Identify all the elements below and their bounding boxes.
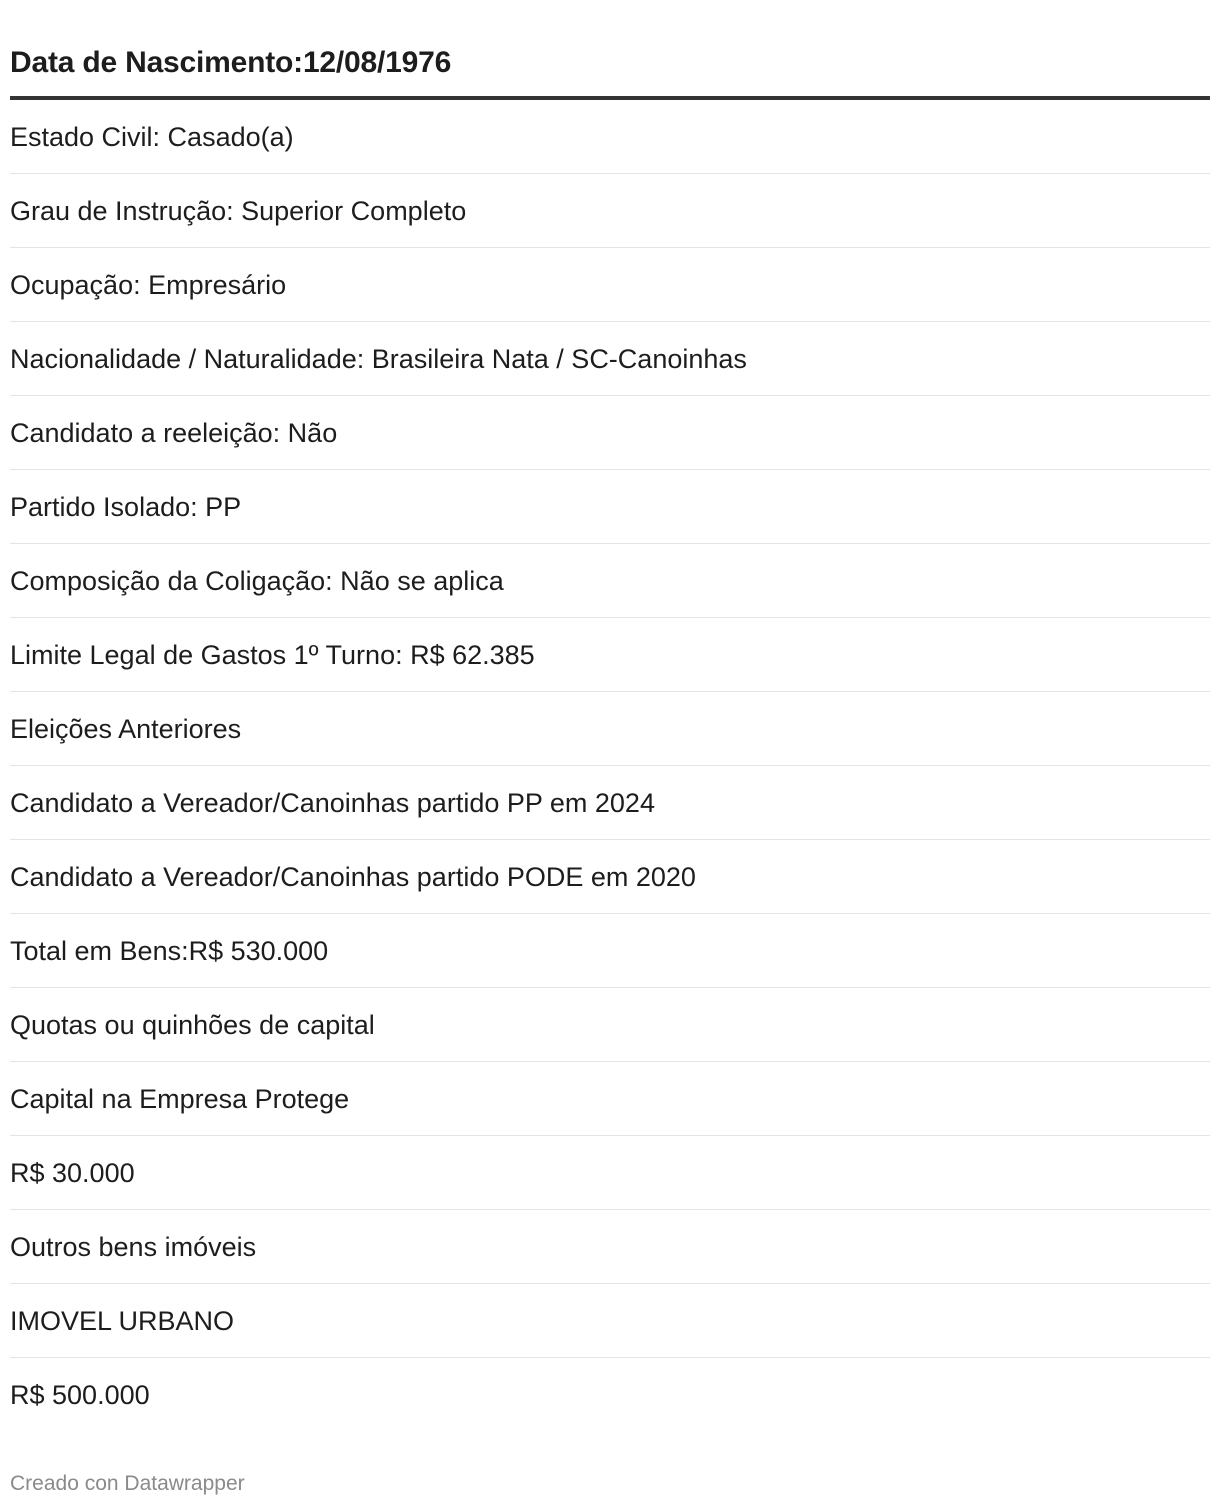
table-row bbox=[10, 1284, 1210, 1358]
table-row bbox=[10, 692, 1210, 766]
row-party: Partido Isolado: PP bbox=[10, 491, 242, 522]
table-row bbox=[10, 544, 1210, 618]
table-row bbox=[10, 100, 1210, 174]
table-row bbox=[10, 618, 1210, 692]
table-row bbox=[10, 914, 1210, 988]
row-reelection: Candidato a reeleição: Não bbox=[10, 417, 338, 448]
row-election-2020: Candidato a Vereador/Canoinhas partido PODE em 2020 bbox=[10, 861, 696, 892]
table-row bbox=[10, 470, 1210, 544]
table-row bbox=[10, 1358, 1210, 1432]
table-row bbox=[10, 1136, 1210, 1210]
table-row bbox=[10, 840, 1210, 914]
row-previous-elections: Eleições Anteriores bbox=[10, 713, 242, 744]
row-election-2024: Candidato a Vereador/Canoinhas partido PP em 2024 bbox=[10, 787, 655, 818]
row-asset-description: IMOVEL URBANO bbox=[10, 1305, 235, 1336]
row-occupation: Ocupação: Empresário bbox=[10, 269, 287, 300]
table-header bbox=[10, 0, 1210, 100]
row-asset-category: Quotas ou quinhões de capital bbox=[10, 1009, 375, 1040]
row-total-assets: Total em Bens:R$ 530.000 bbox=[10, 935, 329, 966]
row-education: Grau de Instrução: Superior Completo bbox=[10, 195, 467, 226]
row-nationality: Nacionalidade / Naturalidade: Brasileira Nata / SC-Canoinhas bbox=[10, 343, 747, 374]
table-row bbox=[10, 396, 1210, 470]
table-row bbox=[10, 988, 1210, 1062]
table-row bbox=[10, 766, 1210, 840]
row-coalition: Composição da Coligação: Não se aplica bbox=[10, 565, 504, 596]
row-asset-value: R$ 30.000 bbox=[10, 1157, 135, 1188]
table-row bbox=[10, 248, 1210, 322]
row-asset-value: R$ 500.000 bbox=[10, 1380, 150, 1410]
datawrapper-credit[interactable] bbox=[10, 1470, 245, 1498]
table-row bbox=[10, 1062, 1210, 1136]
data-table bbox=[10, 0, 1210, 1432]
credit-text: Creado con Datawrapper bbox=[10, 1472, 245, 1495]
header-birthdate: Data de Nascimento:12/08/1976 bbox=[10, 46, 452, 79]
table-row bbox=[10, 174, 1210, 248]
row-asset-description: Capital na Empresa Protege bbox=[10, 1083, 350, 1114]
row-spending-limit: Limite Legal de Gastos 1º Turno: R$ 62.385 bbox=[10, 639, 535, 670]
table-row bbox=[10, 1210, 1210, 1284]
table-row bbox=[10, 322, 1210, 396]
row-asset-category: Outros bens imóveis bbox=[10, 1231, 257, 1262]
row-marital-status: Estado Civil: Casado(a) bbox=[10, 121, 294, 152]
